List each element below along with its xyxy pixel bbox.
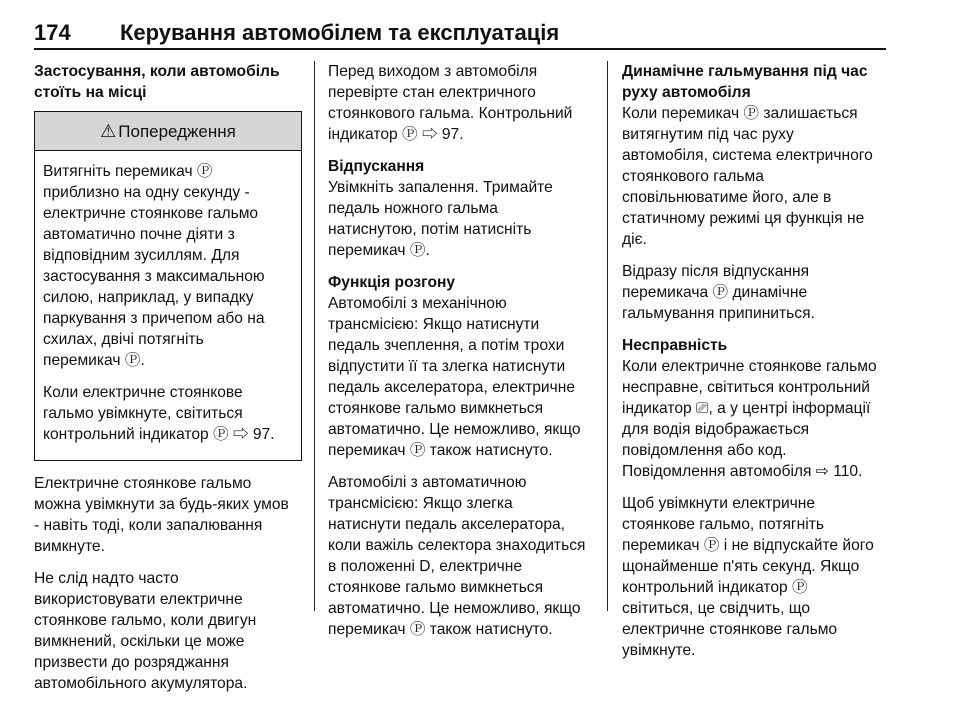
paragraph: Коли електричне стоянкове гальмо несправне, світиться контрольний індикатор ⎚, а у центрі інформації для водія відображається повідомлення або код. Повідомлення автомобіля ⇨ 110. <box>622 358 877 480</box>
column-2 <box>328 61 590 651</box>
warning-box <box>34 111 302 461</box>
warning-triangle-icon: ⚠ <box>100 120 117 141</box>
column-3 <box>622 61 888 672</box>
column-1 <box>34 61 302 705</box>
paragraph: Автомобілі з механічною трансмісією: Якщо натиснути педаль зчеплення, а потім трохи відпустити її та злегка натиснути педаль акселератора, електричне стоянкове гальмо вимкнеться автоматично. Це неможливо, якщо перемикач Ⓟ також натиснуто. <box>328 295 581 459</box>
warning-header <box>35 112 301 151</box>
warning-body <box>35 151 301 460</box>
section-heading-fault: Несправність <box>622 337 728 354</box>
section-heading-dynamic-braking: Динамічне гальмування під час руху автомобіля <box>622 63 868 101</box>
page-number: 174 <box>34 20 71 45</box>
paragraph: Коли перемикач Ⓟ залишається витягнутим під час руху автомобіля, система електричного стоянкового гальма сповільнюватиме його, але в статичному режимі ця функція не діє. <box>622 105 873 248</box>
page-title: Керування автомобілем та експлуатація <box>120 20 560 45</box>
section-heading-stationary: Застосування, коли автомобіль стоїть на місці <box>34 63 280 101</box>
paragraph: Не слід надто часто використовувати електричне стоянкове гальмо, коли двигун вимкнений, оскільки це може призвести до розряджання автомобільного акумулятора. <box>34 570 257 692</box>
warning-paragraph-2: Коли електричне стоянкове гальмо увімкнуте, світиться контрольний індикатор Ⓟ ⇨ 97. <box>43 384 275 443</box>
paragraph: Увімкніть запалення. Тримайте педаль ножного гальма натиснутою, потім натисніть перемикач Ⓟ. <box>328 179 553 259</box>
paragraph: Щоб увімкнути електричне стоянкове гальмо, потягніть перемикач Ⓟ і не відпускайте його щонайменше п'ять секунд. Якщо контрольний індикатор Ⓟ світиться, це свідчить, що електричне стоянкове гальмо увімкнуте. <box>622 495 874 659</box>
section-heading-release: Відпускання <box>328 158 425 175</box>
column-divider <box>607 61 608 611</box>
paragraph: Перед виходом з автомобіля перевірте стан електричного стоянкового гальма. Контрольний індикатор Ⓟ ⇨ 97. <box>328 63 573 143</box>
paragraph: Електричне стоянкове гальмо можна увімкнути за будь-яких умов - навіть тоді, коли запалювання вимкнуте. <box>34 475 289 555</box>
warning-paragraph-1: Витягніть перемикач Ⓟ приблизно на одну секунду - електричне стоянкове гальмо автоматично почне діяти з відповідним зусиллям. Для застосування з максимальною силою, наприклад, у випадку паркування з причепом або на схилах, двічі потягніть перемикач Ⓟ. <box>43 163 265 369</box>
section-heading-drive-away: Функція розгону <box>328 274 456 291</box>
paragraph: Автомобілі з автоматичною трансмісією: Якщо злегка натиснути педаль акселератора, коли важіль селектора знаходиться в положенні D, електричне стоянкове гальмо вимкнеться автоматично. Це неможливо, якщо перемикач Ⓟ також натиснуто. <box>328 474 586 638</box>
page-header <box>34 0 886 48</box>
column-divider <box>314 61 315 611</box>
paragraph: Відразу після відпускання перемикача Ⓟ динамічне гальмування припиниться. <box>622 263 815 322</box>
warning-title: Попередження <box>118 121 236 141</box>
header-rule <box>34 48 886 50</box>
